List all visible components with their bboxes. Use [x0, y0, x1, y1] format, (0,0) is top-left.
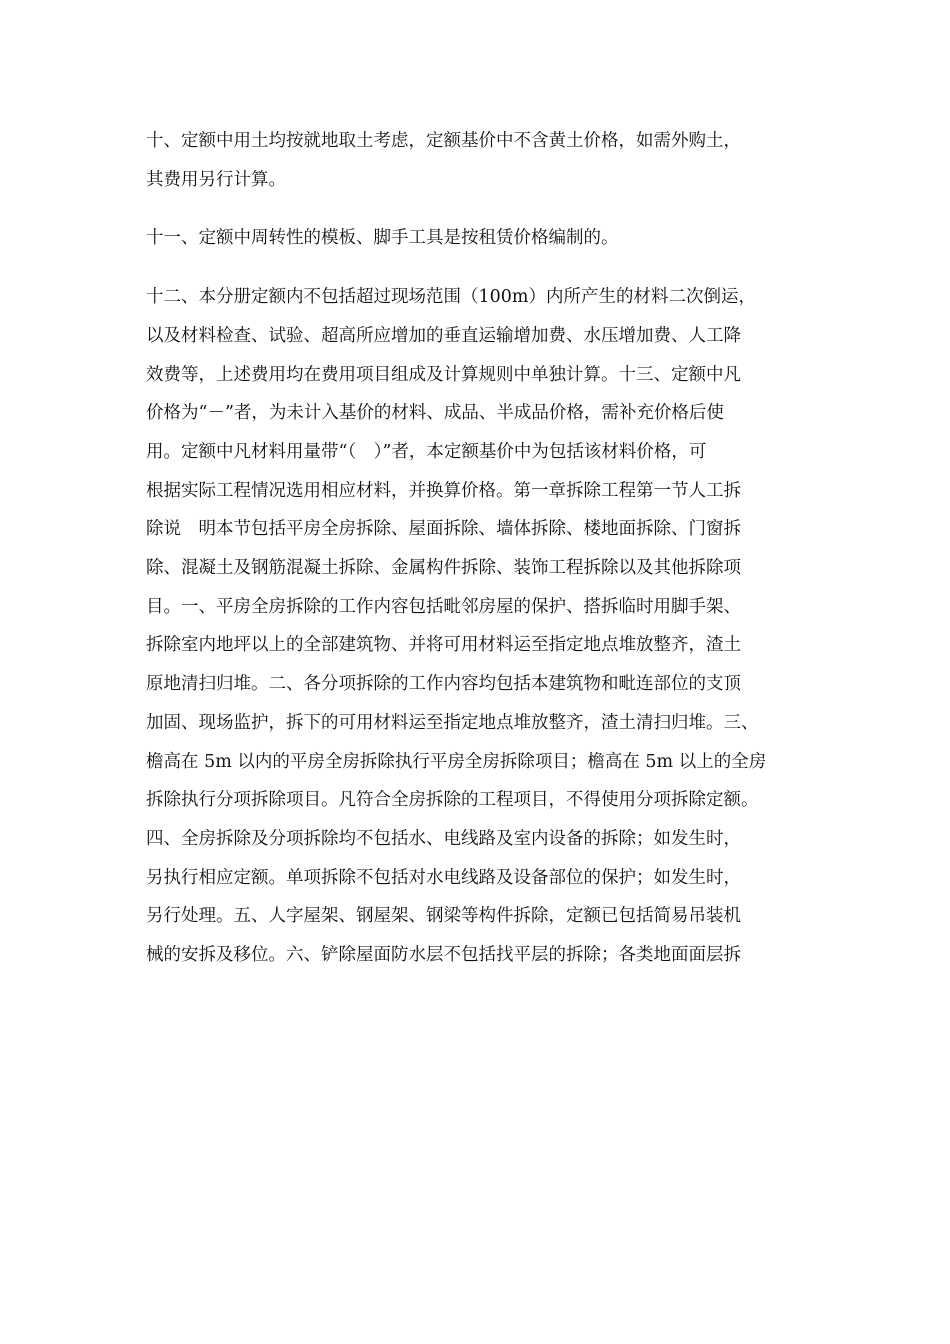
text-line: 十一、定额中周转性的模板、脚手工具是按租赁价格编制的。 — [146, 228, 619, 249]
text-line: 原地清扫归堆。二、各分项拆除的工作内容均包括本建筑物和毗连部位的支顶 — [146, 674, 741, 695]
paragraph-12 — [146, 278, 814, 975]
text-line: 拆除执行分项拆除项目。凡符合全房拆除的工程项目，不得使用分项拆除定额。 — [146, 790, 759, 811]
text-line: 目。一、平房全房拆除的工作内容包括毗邻房屋的保护、搭拆临时用脚手架、 — [146, 596, 741, 617]
text-line: 十、定额中用土均按就地取土考虑，定额基价中不含黄土价格，如需外购土， — [146, 131, 741, 151]
text-line: 除、混凝土及钢筋混凝土拆除、金属构件拆除、装饰工程拆除以及其他拆除项 — [146, 558, 741, 579]
text-line: 用。定额中凡材料用量带“（ ）”者，本定额基价中为包括该材料价格，可 — [146, 441, 707, 462]
text-line: 其费用另行计算。 — [146, 169, 286, 190]
text-line: 除说 明本节包括平房全房拆除、屋面拆除、墙体拆除、楼地面拆除、门窗拆 — [146, 519, 741, 540]
text-line: 另执行相应定额。单项拆除不包括对水电线路及设备部位的保护；如发生时， — [146, 867, 741, 888]
text-line: 另行处理。五、人字屋架、钢屋架、钢梁等构件拆除，定额已包括简易吊装机 — [146, 906, 741, 927]
text-line: 以及材料检查、试验、超高所应增加的垂直运输增加费、水压增加费、人工降 — [146, 325, 741, 346]
paragraph-10 — [146, 122, 814, 199]
text-line: 价格为“－”者，为未计入基价的材料、成品、半成品价格，需补充价格后使 — [146, 403, 724, 424]
paragraph-11 — [146, 219, 814, 258]
document-body — [146, 122, 814, 975]
text-line: 械的安拆及移位。六、铲除屋面防水层不包括找平层的拆除；各类地面面层拆 — [146, 945, 741, 966]
text-line: 十二、本分册定额内不包括超过现场范围（100m）内所产生的材料二次倒运， — [146, 287, 756, 308]
text-line: 加固、现场监护，拆下的可用材料运至指定地点堆放整齐，渣土清扫归堆。三、 — [146, 712, 759, 733]
text-line: 檐高在 5m 以内的平房全房拆除执行平房全房拆除项目；檐高在 5m 以上的全房 — [146, 751, 767, 772]
text-line: 根据实际工程情况选用相应材料，并换算价格。第一章拆除工程第一节人工拆 — [146, 480, 741, 501]
text-line: 拆除室内地坪以上的全部建筑物、并将可用材料运至指定地点堆放整齐，渣土 — [146, 635, 741, 656]
text-line: 四、全房拆除及分项拆除均不包括水、电线路及室内设备的拆除；如发生时， — [146, 828, 741, 849]
text-line: 效费等，上述费用均在费用项目组成及计算规则中单独计算。十三、定额中凡 — [146, 364, 741, 385]
